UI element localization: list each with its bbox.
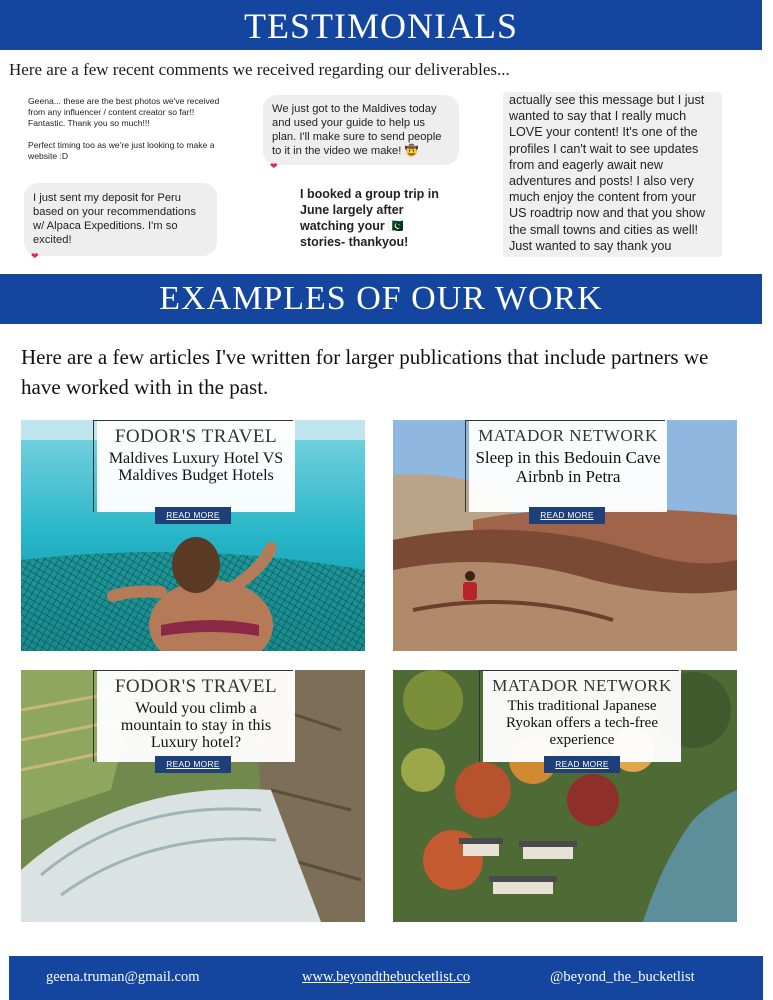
- publication-name: MATADOR NETWORK: [478, 426, 658, 445]
- article-overlay: [97, 670, 295, 762]
- footer-bar: [9, 956, 763, 1000]
- footer-social-handle[interactable]: @beyond_the_bucketlist: [550, 969, 695, 985]
- publication-name: FODOR'S TRAVEL: [114, 426, 278, 447]
- testimonial-message: Geena... these are the best photos we've received from any influencer / content creator so far!! Fantastic. Thank you so much!!! Perfect timing too as we're just looking to make a website :D: [24, 96, 229, 162]
- publication-name: MATADOR NETWORK: [492, 676, 672, 695]
- read-more-button[interactable]: READ MORE: [155, 507, 231, 524]
- article-card-ryokan[interactable]: [393, 670, 737, 922]
- heart-icon: ❤: [270, 162, 278, 172]
- testimonial-message: actually see this message but I just wanted to say that I really much LOVE your content! It's one of the profiles I can't wait to see updates from and eagerly await new adventures and posts! I also very much enjoy the content from your US roadtrip now and that you show the small towns and cities as well! Just wanted to say thank you: [503, 92, 722, 257]
- article-headline: This traditional Japanese Ryokan offers a tech-free experience: [506, 698, 658, 748]
- article-headline: Would you climb a mountain to stay in this Luxury hotel?: [120, 700, 272, 751]
- heart-icon: ❤: [31, 252, 39, 262]
- article-headline: Sleep in this Bedouin Cave Airbnb in Petra: [475, 448, 661, 486]
- article-card-petra[interactable]: [393, 420, 737, 651]
- read-more-button[interactable]: READ MORE: [529, 507, 605, 524]
- read-more-button[interactable]: READ MORE: [544, 756, 620, 773]
- read-more-button[interactable]: READ MORE: [155, 756, 231, 773]
- article-overlay: [97, 420, 295, 512]
- article-card-maldives[interactable]: [21, 420, 365, 651]
- testimonials-intro: Here are a few recent comments we received regarding our deliverables...: [9, 60, 510, 79]
- testimonials-banner: TESTIMONIALS: [0, 0, 762, 50]
- publication-name: FODOR'S TRAVEL: [114, 676, 278, 697]
- examples-intro: Here are a few articles I've written for larger publications that include partners we have worked with in the past.: [21, 345, 709, 399]
- article-overlay: [483, 670, 681, 762]
- footer-website-link[interactable]: www.beyondthebucketlist.co: [302, 969, 471, 985]
- testimonial-message: I just sent my deposit for Peru based on your recommendations w/ Alpaca Expeditions. I'm so excited!: [24, 183, 217, 256]
- testimonial-message: I booked a group trip in June largely after watching your 🇵🇰 stories- thankyou!: [300, 187, 439, 249]
- examples-banner: EXAMPLES OF OUR WORK: [0, 274, 762, 324]
- footer-email[interactable]: geena.truman@gmail.com: [46, 969, 200, 985]
- article-card-mountain[interactable]: [21, 670, 365, 922]
- article-overlay: [469, 420, 667, 512]
- testimonial-message: We just got to the Maldives today and used your guide to help us plan. I'll make sure to send people to it in the video we make! 🤠: [263, 95, 459, 165]
- article-headline: Maldives Luxury Hotel VS Maldives Budget Hotels: [108, 450, 284, 484]
